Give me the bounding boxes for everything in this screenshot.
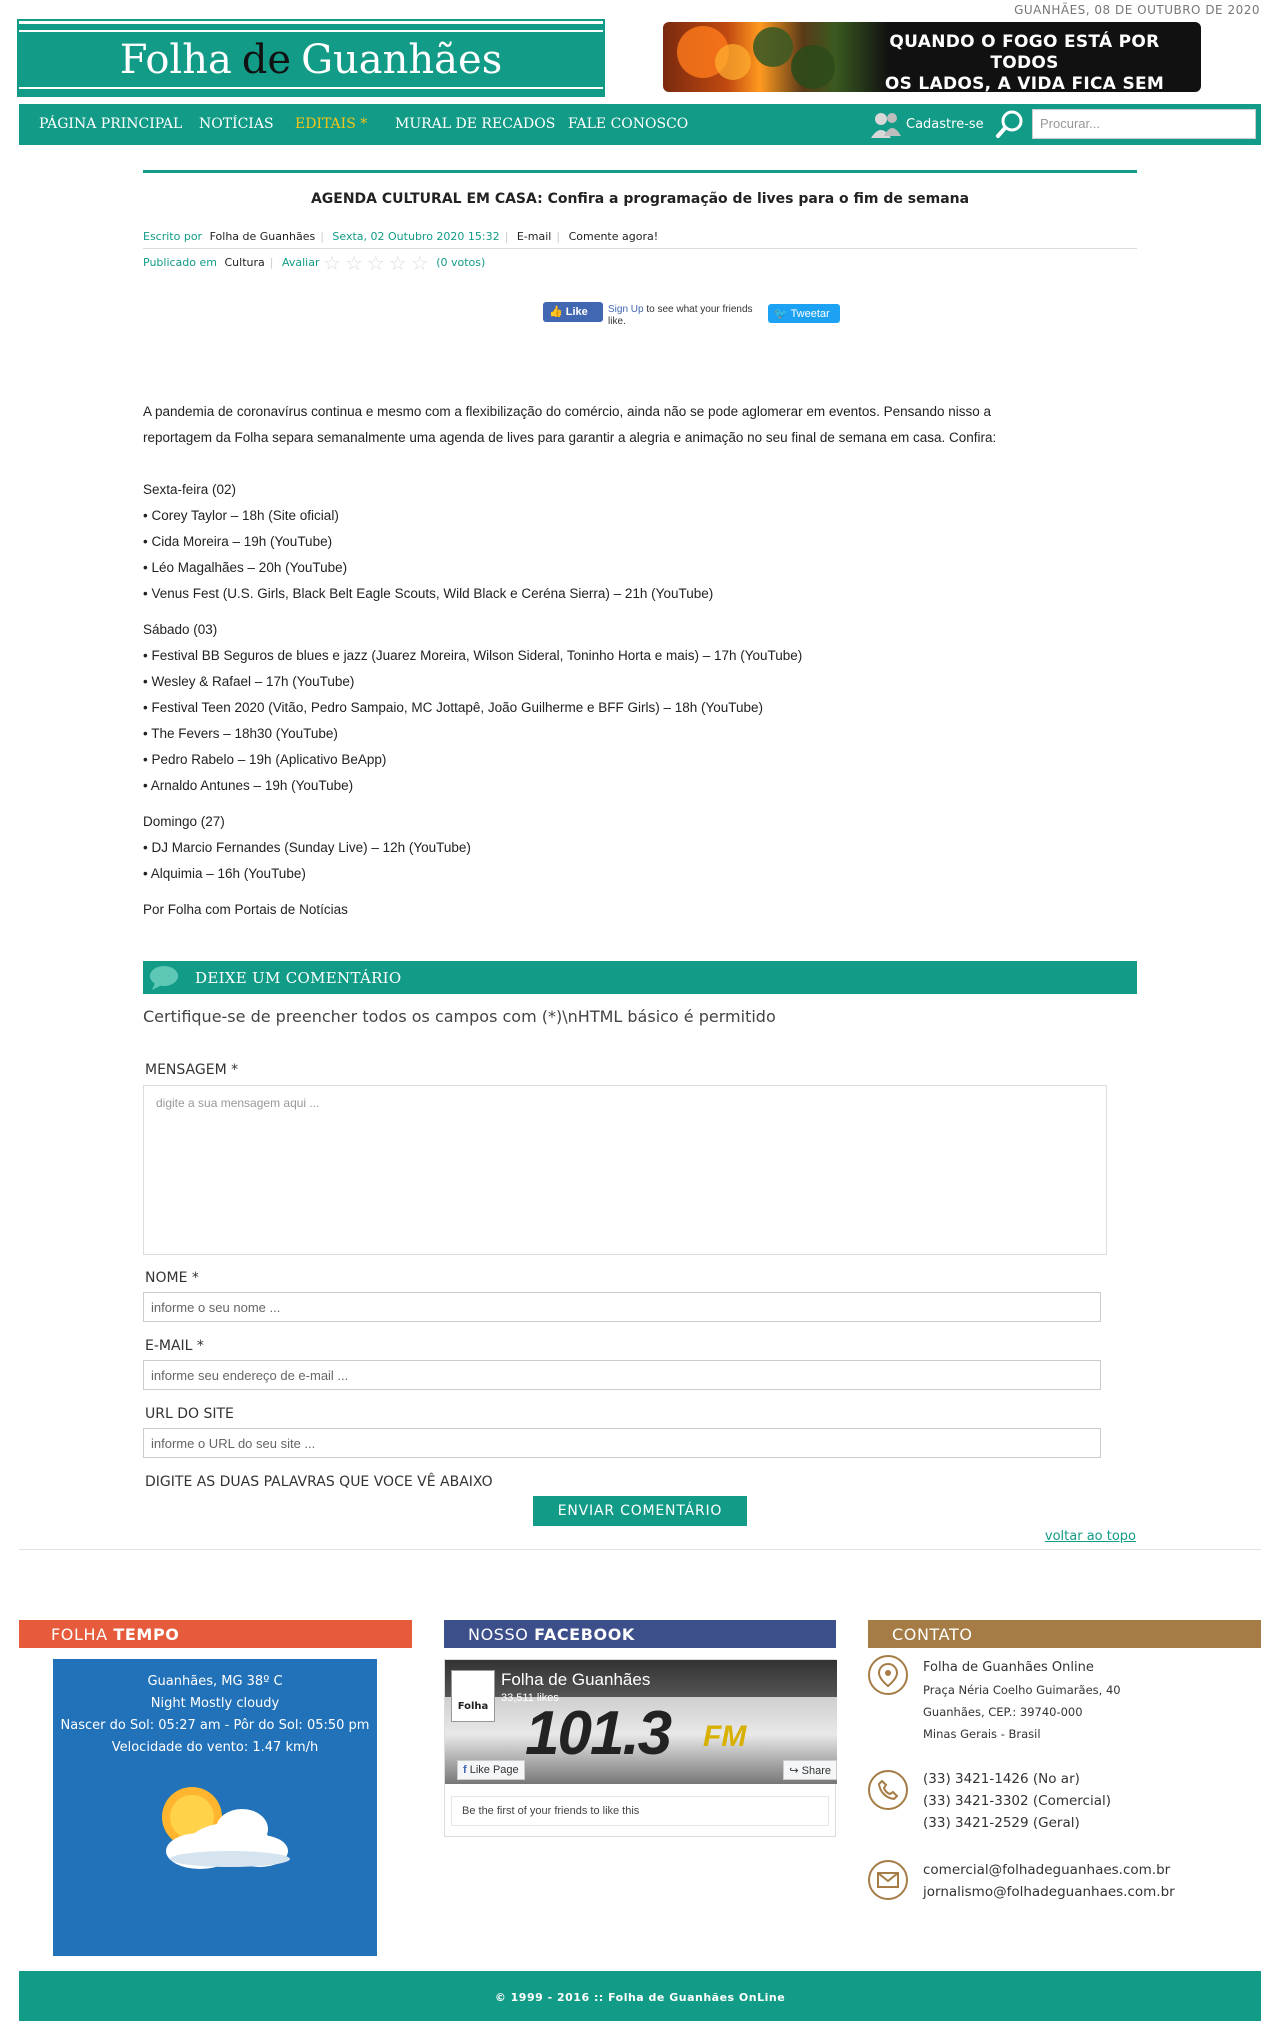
facebook-page-widget[interactable] (444, 1659, 836, 1837)
message-textarea[interactable]: digite a sua mensagem aqui ... (143, 1085, 1107, 1255)
search-input[interactable]: Procurar... (1032, 109, 1256, 139)
facebook-like-button[interactable]: 👍 Like (543, 302, 603, 322)
list-item: • Pedro Rabelo – 19h (Aplicativo BeApp) (143, 752, 387, 767)
banner-line-1: QUANDO O FOGO ESTÁ POR TODOS (889, 32, 1160, 73)
contact-emails (923, 1859, 1175, 1903)
contact-street: Praça Néria Coelho Guimarães, 40 (923, 1683, 1121, 1697)
content-divider (19, 1549, 1261, 1550)
email-input[interactable]: informe seu endereço de e-mail ... (143, 1360, 1101, 1390)
star-icon[interactable]: ☆ (410, 251, 429, 275)
nav-mural[interactable]: MURAL DE RECADOS (395, 116, 556, 132)
users-icon (870, 110, 902, 138)
logo-text-guanhaes: Guanhães (301, 36, 503, 83)
list-item: • Festival Teen 2020 (Vitão, Pedro Sampaio, MC Jottapê, João Guilherme e BFF Girls) – 18h (YouTube) (143, 700, 764, 715)
cover-number: 101.3 (525, 1699, 671, 1768)
contact-org: Folha de Guanhães Online (923, 1660, 1094, 1675)
facebook-likes-count: 33,511 likes (501, 1692, 559, 1704)
fb-icon: f (463, 1764, 467, 1776)
written-by-label: Escrito por (143, 230, 203, 243)
message-label: MENSAGEM * (145, 1062, 239, 1078)
ad-banner[interactable] (663, 22, 1201, 92)
meta-divider (143, 248, 1137, 249)
name-label: NOME * (145, 1270, 199, 1286)
location-pin-icon (868, 1655, 908, 1695)
fb-signup-link[interactable]: Sign Up (608, 304, 644, 315)
weather-sun: Nascer do Sol: 05:27 am - Pôr do Sol: 05:50 pm (60, 1718, 370, 1733)
day-heading: Domingo (27) (143, 814, 225, 829)
article-body (143, 400, 1137, 920)
contact-phone-1[interactable]: (33) 3421-1426 (No ar) (923, 1771, 1080, 1787)
weather-widget (53, 1659, 377, 1956)
weather-wind: Velocidade do vento: 1.47 km/h (111, 1740, 319, 1755)
contact-city: Guanhães, CEP.: 39740-000 (923, 1705, 1083, 1719)
intro-line-1: A pandemia de coronavírus continua e mesmo com a flexibilização do comércio, ainda não se pode aglomerar em eventos. Pensando nisso a (143, 404, 991, 419)
fb-like-label: Like (565, 306, 588, 318)
contact-email-1[interactable]: comercial@folhadeguanhaes.com.br (923, 1862, 1171, 1878)
main-nav (19, 104, 1261, 145)
url-input[interactable]: informe o URL do seu site ... (143, 1428, 1101, 1458)
comment-note: Certifique-se de preencher todos os campos com (*)\nHTML básico é permitido (143, 1007, 776, 1026)
list-item: • The Fevers – 18h30 (YouTube) (143, 726, 338, 741)
comment-now-link[interactable]: Comente agora! (568, 230, 659, 243)
facebook-share-button[interactable] (783, 1760, 837, 1780)
facebook-friends-note: Be the first of your friends to like this (451, 1796, 829, 1826)
facebook-cover-image[interactable] (445, 1660, 837, 1784)
nav-editais[interactable]: EDITAIS * (295, 116, 368, 132)
back-to-top-link[interactable]: voltar ao topo (1044, 1529, 1136, 1544)
speech-bubble-icon (149, 965, 179, 991)
star-icon[interactable]: ☆ (323, 251, 341, 275)
article-title: AGENDA CULTURAL EM CASA: Confira a programação de lives para o fim de semana (310, 191, 970, 207)
contact-phone-2[interactable]: (33) 3421-3302 (Comercial) (923, 1793, 1112, 1809)
rate-label: Avaliar (281, 256, 320, 269)
weather-condition: Night Mostly cloudy (150, 1696, 280, 1711)
search-icon[interactable] (995, 109, 1025, 139)
site-logo[interactable] (19, 21, 603, 95)
weather-head-a: FOLHA (51, 1625, 114, 1644)
vote-count: (0 votos) (436, 256, 486, 269)
star-icon[interactable]: ☆ (366, 251, 385, 275)
article-top-rule (143, 170, 1137, 173)
header-date: GUANHÃES, 08 DE OUTUBRO DE 2020 (1014, 3, 1260, 17)
star-icon[interactable]: ☆ (388, 251, 407, 275)
like-page-label: Like Page (469, 1764, 519, 1776)
day-heading: Sexta-feira (02) (143, 482, 237, 497)
cover-fm: FM (703, 1720, 747, 1753)
captcha-label: DIGITE AS DUAS PALAVRAS QUE VOCE VÊ ABAIXO (145, 1474, 493, 1490)
logo-text-de: de (241, 36, 292, 83)
nav-news[interactable]: NOTÍCIAS (199, 116, 274, 132)
nav-contact[interactable]: FALE CONOSCO (568, 116, 689, 132)
banner-line-2: OS LADOS, A VIDA FICA SEM (884, 74, 1165, 94)
article-category[interactable]: Cultura (224, 256, 265, 269)
facebook-head-b: FACEBOOK (534, 1625, 635, 1644)
list-item: • DJ Marcio Fernandes (Sunday Live) – 12h (YouTube) (143, 840, 471, 855)
contact-phones (923, 1768, 1111, 1834)
phone-icon (868, 1770, 908, 1810)
article-header: AGENDA CULTURAL EM CASA: Confira a programação de lives para o fim de semana Escrito por Folha de Guanhães | Sexta, 02 Outubro 2020 15:32 | E-mail | Comente agora! Publicado em Cultura | Avaliar ☆ ☆ ☆ ☆ ☆ (0 votos) (143, 170, 1137, 280)
list-item: • Venus Fest (U.S. Girls, Black Belt Eagle Scouts, Wild Black e Ceréna Sierra) – 21h (YouTube) (143, 586, 714, 601)
site-footer: © 1999 - 2016 :: Folha de Guanhães OnLine (19, 1971, 1261, 2021)
submit-comment-button[interactable]: ENVIAR COMENTÁRIO (533, 1496, 747, 1526)
tweet-button[interactable]: 🐦 Tweetar (768, 304, 840, 323)
weather-location: Guanhães, MG 38º C (147, 1674, 283, 1689)
contact-email-2[interactable]: jornalismo@folhadeguanhaes.com.br (923, 1884, 1175, 1900)
cloudy-sun-icon (130, 1767, 300, 1887)
nav-home[interactable]: PÁGINA PRINCIPAL (39, 116, 183, 132)
contact-section-header: CONTATO (868, 1620, 1261, 1648)
contact-phone-3[interactable]: (33) 3421-2529 (Geral) (923, 1815, 1080, 1831)
rating-stars[interactable] (323, 251, 429, 275)
email-link[interactable]: E-mail (516, 230, 552, 243)
facebook-like-page-button[interactable] (457, 1760, 525, 1780)
list-item: • Corey Taylor – 18h (Site oficial) (143, 508, 339, 523)
day-heading: Sábado (03) (143, 622, 218, 637)
list-item: • Festival BB Seguros de blues e jazz (Juarez Moreira, Wilson Sideral, Toninho Horta e mais) – 17h (YouTube) (143, 648, 803, 663)
article-source: Por Folha com Portais de Notícias (143, 902, 348, 917)
logo-text-folha: Folha (119, 36, 232, 83)
weather-section-header (19, 1620, 412, 1648)
facebook-section-header (444, 1620, 836, 1648)
share-label: Share (801, 1765, 831, 1777)
envelope-icon (868, 1860, 908, 1900)
comment-header-label: DEIXE UM COMENTÁRIO (195, 969, 402, 987)
list-item: • Cida Moreira – 19h (YouTube) (143, 534, 333, 549)
list-item: • Wesley & Rafael – 17h (YouTube) (143, 674, 355, 689)
name-input[interactable]: informe o seu nome ... (143, 1292, 1101, 1322)
fb-note-text: to see what your friends like. (608, 304, 753, 327)
star-icon[interactable]: ☆ (344, 251, 363, 275)
comment-section-header (143, 961, 1137, 994)
list-item: • Léo Magalhães – 20h (YouTube) (143, 560, 348, 575)
list-item: • Arnaldo Antunes – 19h (YouTube) (143, 778, 354, 793)
fb-signup-note (608, 304, 773, 328)
facebook-page-logo[interactable]: Folha (451, 1670, 495, 1722)
published-in-label: Publicado em (143, 256, 217, 269)
facebook-head-a: NOSSO (468, 1625, 535, 1644)
article-author[interactable]: Folha de Guanhães (209, 230, 316, 243)
share-icon: ↪ (789, 1765, 799, 1777)
article-date: Sexta, 02 Outubro 2020 15:32 (332, 230, 500, 243)
forest-fire-image (663, 22, 863, 92)
register-label: Cadastre-se (906, 116, 984, 132)
tweet-label: Tweetar (790, 308, 830, 320)
list-item: • Alquimia – 16h (YouTube) (143, 866, 306, 881)
contact-state: Minas Gerais - Brasil (923, 1727, 1041, 1741)
weather-head-b: TEMPO (113, 1625, 180, 1644)
url-label: URL DO SITE (145, 1406, 234, 1422)
contact-address (923, 1657, 1121, 1745)
intro-line-2: reportagem da Folha separa semanalmente uma agenda de lives para garantir a alegria e animação no seu final de semana em casa. Confira: (143, 430, 997, 445)
register-link[interactable] (870, 110, 984, 138)
email-label: E-MAIL * (145, 1338, 204, 1354)
facebook-page-name[interactable]: Folha de Guanhães (501, 1670, 651, 1689)
